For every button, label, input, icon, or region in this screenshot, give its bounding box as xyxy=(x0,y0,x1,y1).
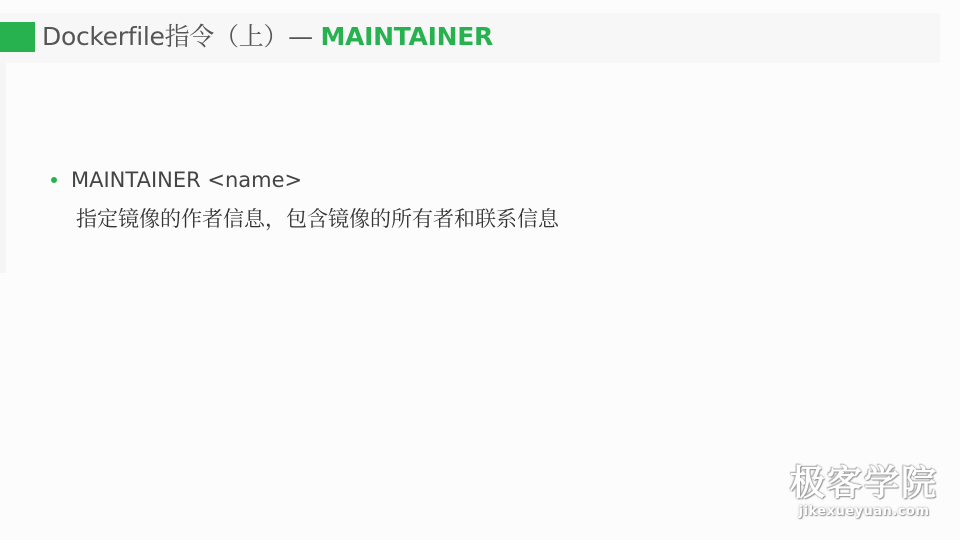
watermark-en: jikexueyuan.com xyxy=(798,504,930,519)
bullet-item xyxy=(50,164,900,231)
watermark-cn: 极客学院 xyxy=(789,464,938,504)
bullet-text: MAINTAINER <name> xyxy=(71,168,303,192)
bullet-list xyxy=(50,164,900,231)
bullet-dot-icon xyxy=(51,177,57,183)
title-accent-bar xyxy=(0,22,35,52)
bullet-description: 指定镜像的作者信息，包含镜像的所有者和联系信息 xyxy=(76,207,559,231)
slide-title-main: Dockerfile指令（上）— xyxy=(42,22,321,51)
watermark-logo xyxy=(790,464,938,520)
slide-title-highlight: MAINTAINER xyxy=(320,22,493,51)
left-decor-strip xyxy=(0,63,6,273)
slide-title xyxy=(42,20,493,54)
